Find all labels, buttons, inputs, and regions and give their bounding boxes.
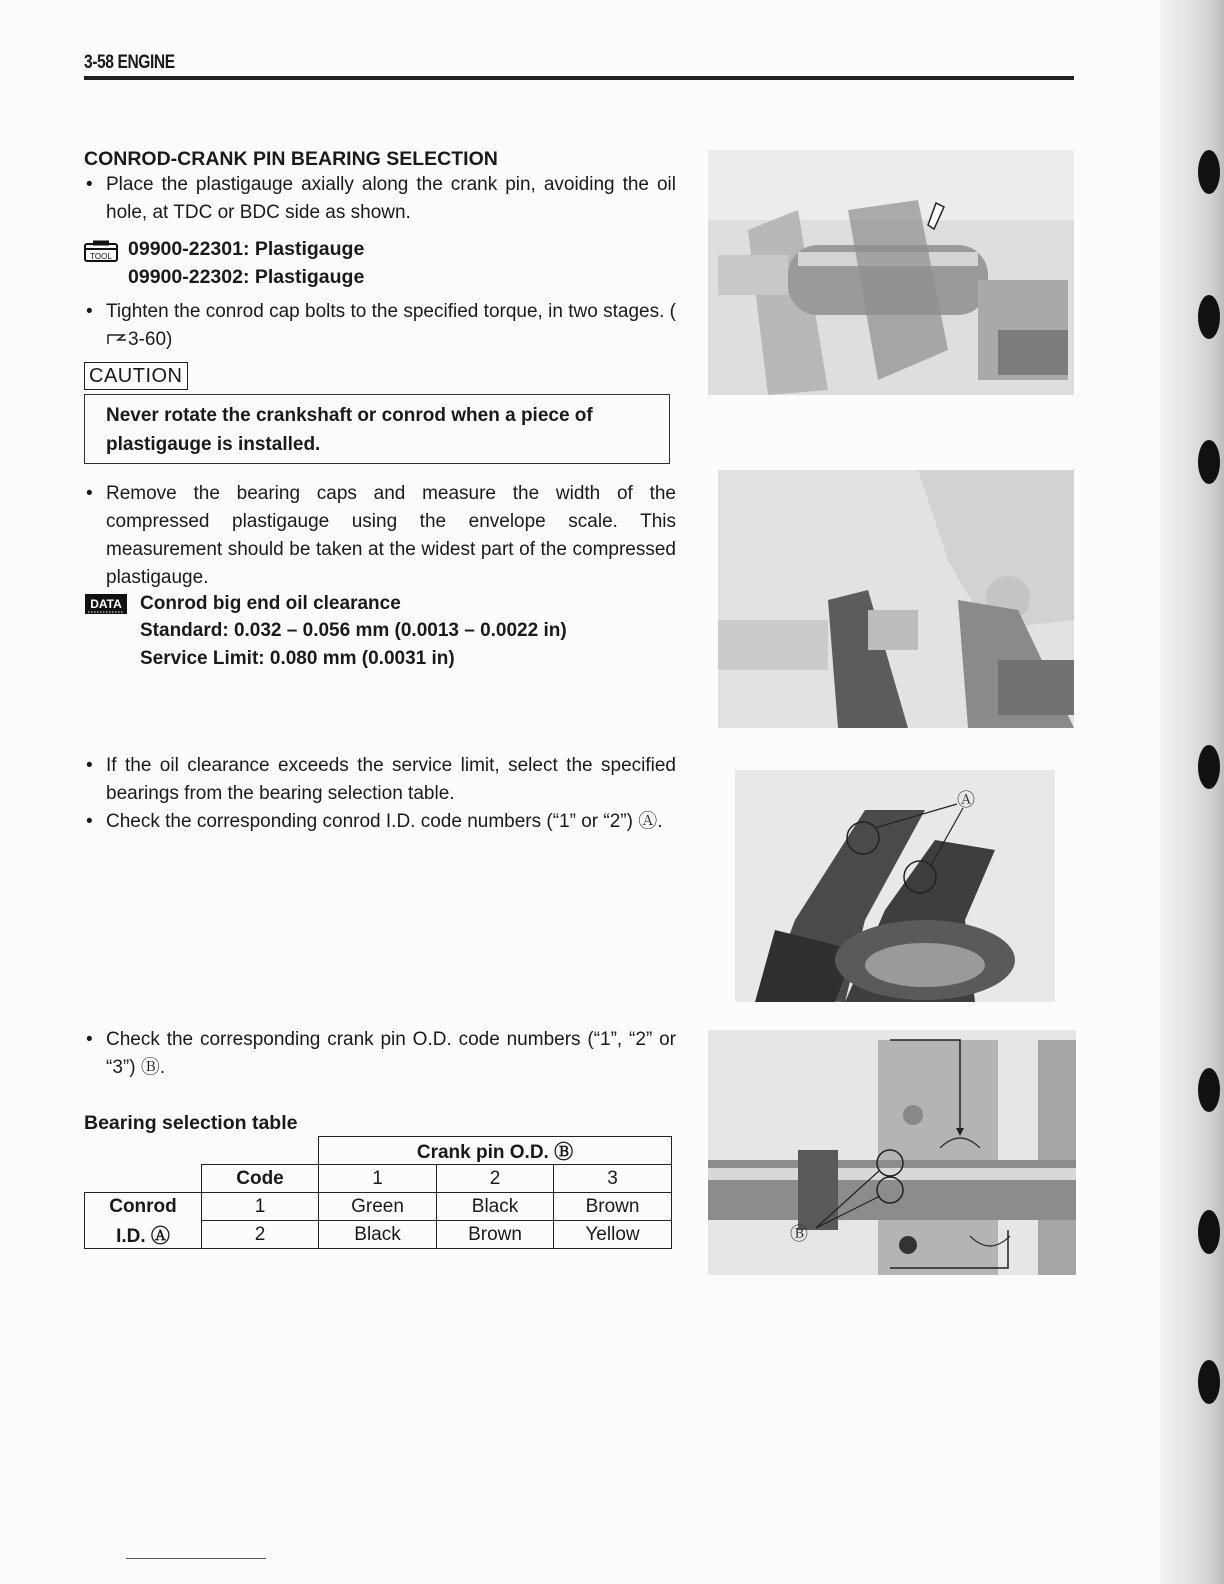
spec-standard: Standard: 0.032 – 0.056 mm (0.0013 – 0.0022 in) bbox=[140, 620, 567, 641]
page-reference-icon bbox=[106, 327, 128, 341]
table-row bbox=[85, 1221, 672, 1249]
page-reference: 3-60) bbox=[128, 329, 173, 350]
table-cell: 2 bbox=[202, 1221, 319, 1249]
bullet-text: Tighten the conrod cap bolts to the specified torque, in two stages. ( bbox=[106, 301, 676, 322]
svg-text:DATA: DATA bbox=[90, 597, 122, 611]
crank-code-cell: 3 bbox=[554, 1165, 672, 1193]
tool-icon bbox=[84, 240, 118, 262]
binder-hole bbox=[1198, 745, 1220, 789]
footer-rule bbox=[126, 1558, 266, 1559]
bullet-dot: • bbox=[86, 301, 93, 322]
list-item bbox=[86, 808, 676, 836]
table-cell: Brown bbox=[437, 1221, 554, 1249]
page-header: 3-58 ENGINE bbox=[84, 52, 175, 73]
bullet-dot: • bbox=[86, 174, 93, 195]
table-cell: Black bbox=[319, 1221, 437, 1249]
code-header: Code bbox=[202, 1165, 319, 1193]
table-cell: Green bbox=[319, 1193, 437, 1221]
photo-crank-pin-plastigauge bbox=[708, 150, 1074, 395]
list-item bbox=[86, 480, 676, 592]
tool-number-2: 09900-22302: Plastigauge bbox=[128, 266, 365, 288]
data-icon bbox=[84, 593, 128, 615]
tool-number-1: 09900-22301: Plastigauge bbox=[128, 238, 365, 260]
binder-hole bbox=[1198, 1068, 1220, 1112]
table-cell: Black bbox=[437, 1193, 554, 1221]
binder-hole bbox=[1198, 440, 1220, 484]
binder-hole bbox=[1198, 150, 1220, 194]
section-title: CONROD-CRANK PIN BEARING SELECTION bbox=[84, 148, 498, 170]
crank-code-cell: 2 bbox=[437, 1165, 554, 1193]
caution-text: Never rotate the crankshaft or conrod when a piece of plastigauge is installed. bbox=[106, 405, 593, 455]
table-row bbox=[85, 1193, 672, 1221]
caution-label: CAUTION bbox=[84, 362, 188, 390]
bullet-dot: • bbox=[86, 811, 93, 832]
binder-hole bbox=[1198, 1210, 1220, 1254]
bullet-text: Check the corresponding conrod I.D. code numbers (“1” or “2”) Ⓐ. bbox=[106, 811, 663, 832]
svg-text:TOOL: TOOL bbox=[90, 252, 112, 261]
binder-edge bbox=[1160, 0, 1224, 1584]
header-rule bbox=[84, 76, 1074, 80]
binder-hole bbox=[1198, 295, 1220, 339]
crank-pin-header: Crank pin O.D. Ⓑ bbox=[319, 1137, 672, 1165]
bullet-dot: • bbox=[86, 483, 93, 504]
photo-crank-pin-od-code bbox=[708, 1030, 1076, 1275]
row-header: I.D. Ⓐ bbox=[85, 1221, 202, 1249]
photo-measure-plastigauge bbox=[718, 470, 1074, 728]
table-cell: Yellow bbox=[554, 1221, 672, 1249]
callout-label-b: Ⓑ bbox=[790, 1224, 808, 1244]
photo-conrod-id-code bbox=[735, 770, 1055, 1002]
bullet-dot: • bbox=[86, 755, 93, 776]
crank-code-cell: 1 bbox=[319, 1165, 437, 1193]
bullet-text: Place the plastigauge axially along the crank pin, avoiding the oil hole, at TDC or BDC side as shown. bbox=[106, 174, 676, 223]
bearing-selection-table bbox=[84, 1136, 672, 1249]
bullet-text: Check the corresponding crank pin O.D. code numbers (“1”, “2” or “3”) Ⓑ. bbox=[106, 1029, 676, 1078]
row-header: Conrod bbox=[85, 1193, 202, 1221]
table-title: Bearing selection table bbox=[84, 1112, 298, 1134]
table-cell: Brown bbox=[554, 1193, 672, 1221]
bullet-text: If the oil clearance exceeds the service limit, select the specified bearings from the bearing selection table. bbox=[106, 755, 676, 804]
bullet-text: Remove the bearing caps and measure the width of the compressed plastigauge using the envelope scale. This measurement should be taken at the widest part of the compressed plastigauge. bbox=[106, 483, 676, 588]
bullet-dot: • bbox=[86, 1029, 93, 1050]
spec-limit: Service Limit: 0.080 mm (0.0031 in) bbox=[140, 648, 455, 669]
spec-title: Conrod big end oil clearance bbox=[140, 593, 401, 614]
callout-label-a: Ⓐ bbox=[957, 790, 975, 810]
list-item bbox=[86, 752, 676, 808]
list-item bbox=[86, 1026, 676, 1082]
list-item bbox=[86, 171, 676, 227]
list-item bbox=[86, 298, 676, 354]
binder-hole bbox=[1198, 1360, 1220, 1404]
table-cell: 1 bbox=[202, 1193, 319, 1221]
